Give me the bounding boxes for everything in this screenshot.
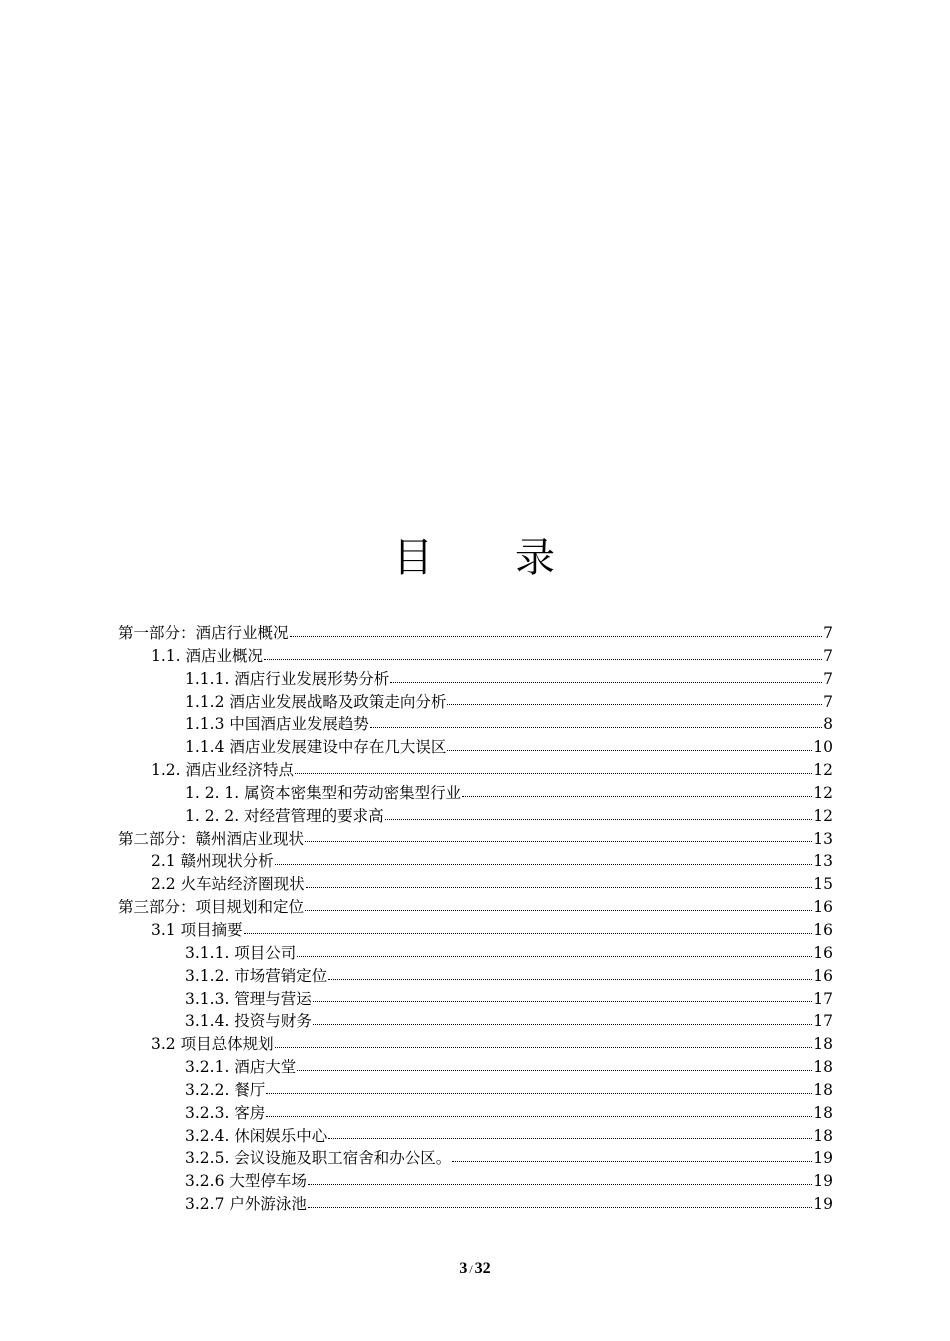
toc-entry[interactable] bbox=[118, 988, 833, 1011]
toc-entry[interactable] bbox=[118, 691, 833, 714]
toc-entry-page: 16 bbox=[813, 898, 833, 917]
toc-entry-page: 12 bbox=[813, 783, 833, 802]
toc-entry-label: 3.2.2. 餐厅 bbox=[185, 1080, 266, 1099]
table-of-contents bbox=[118, 622, 833, 1216]
toc-entry-label: 3.2.3. 客房 bbox=[185, 1103, 266, 1122]
toc-entry[interactable] bbox=[118, 782, 833, 805]
toc-leader-dots bbox=[266, 1115, 812, 1117]
toc-leader-dots bbox=[462, 795, 812, 797]
toc-leader-dots bbox=[328, 1137, 812, 1139]
toc-entry-page: 19 bbox=[813, 1195, 833, 1214]
toc-entry-label: 3.1.1. 项目公司 bbox=[185, 943, 297, 962]
toc-entry-label: 3.1.4. 投资与财务 bbox=[185, 1012, 312, 1031]
toc-entry-label: 第三部分：项目规划和定位 bbox=[118, 898, 305, 917]
toc-entry[interactable] bbox=[118, 1125, 833, 1148]
toc-title bbox=[0, 530, 950, 586]
toc-entry-label: 3.2 项目总体规划 bbox=[151, 1035, 274, 1054]
toc-leader-dots bbox=[328, 978, 812, 980]
toc-entry[interactable] bbox=[118, 1079, 833, 1102]
toc-entry[interactable] bbox=[118, 759, 833, 782]
toc-entry-page: 17 bbox=[813, 989, 833, 1008]
toc-entry-label: 3.2.1. 酒店大堂 bbox=[185, 1058, 297, 1077]
toc-entry[interactable] bbox=[118, 896, 833, 919]
toc-entry-label: 3.1 项目摘要 bbox=[151, 920, 243, 939]
toc-entry-page: 18 bbox=[813, 1035, 833, 1054]
toc-entry[interactable] bbox=[118, 1056, 833, 1079]
toc-entry[interactable] bbox=[118, 1010, 833, 1033]
toc-entry-label: 3.2.6 大型停车场 bbox=[185, 1172, 307, 1191]
toc-entry-label: 1. 2. 2. 对经营管理的要求高 bbox=[185, 806, 384, 825]
toc-entry-label: 1.1.3 中国酒店业发展趋势 bbox=[185, 715, 369, 734]
toc-entry-label: 1.1.4 酒店业发展建设中存在几大误区 bbox=[185, 738, 447, 757]
toc-leader-dots bbox=[447, 703, 822, 705]
toc-entry[interactable] bbox=[118, 1193, 833, 1216]
toc-entry[interactable] bbox=[118, 1147, 833, 1170]
toc-leader-dots bbox=[297, 955, 812, 957]
toc-leader-dots bbox=[305, 909, 812, 911]
toc-entry-label: 第二部分：赣州酒店业现状 bbox=[118, 829, 305, 848]
toc-entry-label: 3.1.3. 管理与营运 bbox=[185, 989, 312, 1008]
toc-entry-page: 15 bbox=[813, 875, 833, 894]
toc-entry-label: 2.2 火车站经济圈现状 bbox=[151, 875, 305, 894]
toc-leader-dots bbox=[447, 749, 812, 751]
toc-entry[interactable] bbox=[118, 713, 833, 736]
toc-leader-dots bbox=[306, 886, 813, 888]
toc-leader-dots bbox=[308, 1206, 812, 1208]
toc-title-char-1: 目 bbox=[393, 535, 435, 581]
toc-entry-label: 3.2.4. 休闲娱乐中心 bbox=[185, 1126, 328, 1145]
toc-entry-label: 1. 2. 1. 属资本密集型和劳动密集型行业 bbox=[185, 783, 462, 802]
current-page: 3 bbox=[459, 1260, 468, 1277]
page-separator: / bbox=[469, 1262, 473, 1276]
toc-entry-page: 19 bbox=[813, 1172, 833, 1191]
toc-leader-dots bbox=[266, 1092, 812, 1094]
total-pages: 32 bbox=[474, 1260, 491, 1277]
toc-entry-page: 18 bbox=[813, 1126, 833, 1145]
toc-entry[interactable] bbox=[118, 965, 833, 988]
toc-entry-label: 1.1. 酒店业概况 bbox=[151, 646, 264, 665]
toc-leader-dots bbox=[297, 1069, 812, 1071]
page-number bbox=[0, 1260, 950, 1278]
toc-leader-dots bbox=[313, 1023, 812, 1025]
toc-entry[interactable] bbox=[118, 622, 833, 645]
toc-entry[interactable] bbox=[118, 1102, 833, 1125]
toc-entry[interactable] bbox=[118, 1170, 833, 1193]
toc-entry-page: 18 bbox=[813, 1103, 833, 1122]
toc-leader-dots bbox=[264, 658, 822, 660]
toc-entry-page: 7 bbox=[823, 624, 833, 642]
toc-entry-page: 7 bbox=[823, 646, 833, 665]
toc-entry-label: 3.1.2. 市场营销定位 bbox=[185, 966, 328, 985]
toc-entry-page: 16 bbox=[813, 920, 833, 939]
toc-leader-dots bbox=[305, 840, 812, 842]
toc-entry[interactable] bbox=[118, 668, 833, 691]
toc-entry[interactable] bbox=[118, 828, 833, 851]
toc-entry[interactable] bbox=[118, 850, 833, 873]
toc-entry-page: 19 bbox=[813, 1149, 833, 1168]
toc-entry-page: 18 bbox=[813, 1058, 833, 1077]
toc-entry[interactable] bbox=[118, 942, 833, 965]
toc-entry-label: 2.1 赣州现状分析 bbox=[151, 852, 274, 871]
toc-leader-dots bbox=[244, 932, 813, 934]
toc-entry-label: 3.2.5. 会议设施及职工宿舍和办公区。 bbox=[185, 1149, 452, 1168]
toc-entry-label: 1.1.2 酒店业发展战略及政策走向分析 bbox=[185, 692, 447, 711]
toc-leader-dots bbox=[313, 1000, 812, 1002]
toc-entry-page: 13 bbox=[813, 852, 833, 871]
toc-leader-dots bbox=[370, 726, 822, 728]
toc-entry-page: 13 bbox=[813, 829, 833, 848]
toc-entry-page: 8 bbox=[823, 715, 833, 734]
toc-leader-dots bbox=[275, 863, 813, 865]
toc-entry-label: 1.1.1. 酒店行业发展形势分析 bbox=[185, 669, 390, 688]
toc-leader-dots bbox=[308, 1183, 812, 1185]
toc-entry[interactable] bbox=[118, 873, 833, 896]
toc-entry-page: 7 bbox=[823, 692, 833, 711]
toc-entry[interactable] bbox=[118, 645, 833, 668]
toc-entry-page: 16 bbox=[813, 966, 833, 985]
toc-entry-page: 16 bbox=[813, 943, 833, 962]
toc-entry-page: 17 bbox=[813, 1012, 833, 1031]
toc-entry[interactable] bbox=[118, 805, 833, 828]
toc-entry[interactable] bbox=[118, 919, 833, 942]
toc-entry-label: 3.2.7 户外游泳池 bbox=[185, 1195, 307, 1214]
toc-leader-dots bbox=[295, 772, 812, 774]
toc-leader-dots bbox=[275, 1046, 813, 1048]
toc-entry-label: 第一部分：酒店行业概况 bbox=[118, 624, 289, 642]
toc-leader-dots bbox=[452, 1160, 812, 1162]
toc-leader-dots bbox=[390, 681, 822, 683]
toc-entry-page: 10 bbox=[813, 738, 833, 757]
toc-entry[interactable] bbox=[118, 1033, 833, 1056]
toc-title-char-2: 录 bbox=[515, 535, 557, 581]
toc-entry-label: 1.2. 酒店业经济特点 bbox=[151, 761, 295, 780]
toc-entry-page: 7 bbox=[823, 669, 833, 688]
toc-leader-dots bbox=[385, 818, 813, 820]
toc-entry-page: 18 bbox=[813, 1080, 833, 1099]
toc-entry-page: 12 bbox=[813, 761, 833, 780]
toc-entry[interactable] bbox=[118, 736, 833, 759]
toc-entry-page: 12 bbox=[813, 806, 833, 825]
toc-leader-dots bbox=[290, 635, 823, 637]
